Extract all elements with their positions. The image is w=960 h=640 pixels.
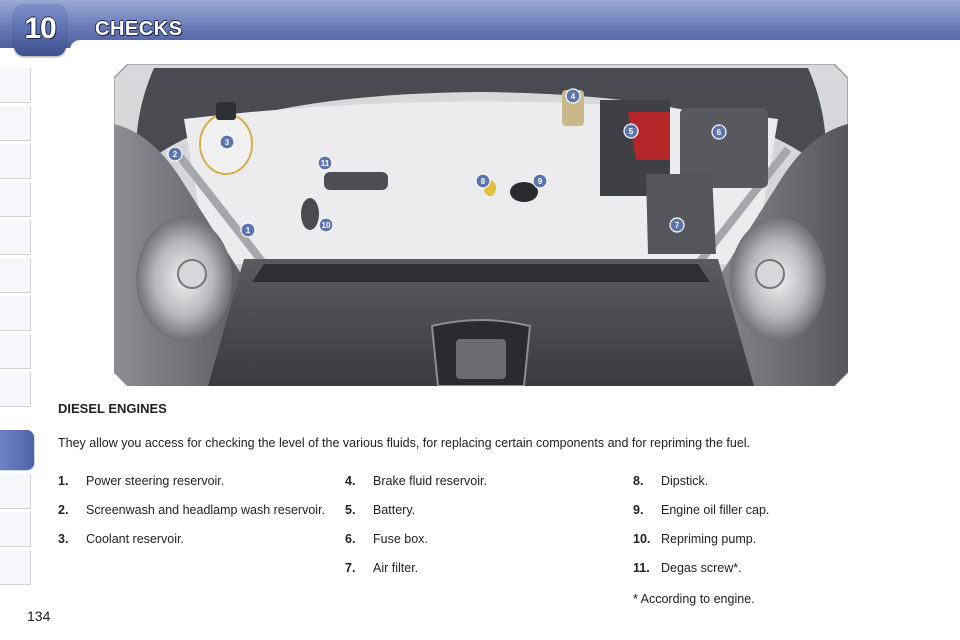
side-tab[interactable] xyxy=(0,512,31,547)
legend-number: 5. xyxy=(345,503,356,517)
legend-item xyxy=(58,474,328,488)
side-tab[interactable] xyxy=(0,68,31,103)
legend-number: 10. xyxy=(633,532,651,546)
legend-column-1 xyxy=(58,474,328,561)
legend-number: 6. xyxy=(345,532,356,546)
legend-label: Engine oil filler cap. xyxy=(661,503,770,517)
legend-label: Power steering reservoir. xyxy=(86,474,225,488)
side-tab[interactable] xyxy=(0,220,31,255)
chapter-number: 10 xyxy=(24,12,56,45)
legend-item xyxy=(633,474,923,488)
side-tab[interactable] xyxy=(0,296,31,331)
legend-item xyxy=(633,532,923,546)
legend-number: 2. xyxy=(58,503,69,517)
section-heading: DIESEL ENGINES xyxy=(58,401,167,416)
legend-column-3 xyxy=(633,474,923,590)
legend-item xyxy=(345,532,615,546)
legend-item xyxy=(345,474,615,488)
side-tab[interactable] xyxy=(0,106,31,141)
legend-number: 11. xyxy=(633,561,650,575)
legend-number: 7. xyxy=(345,561,356,575)
legend-item xyxy=(633,561,923,575)
engine-bay-illustration xyxy=(114,64,848,386)
legend-label: Air filter. xyxy=(373,561,419,575)
legend-item xyxy=(58,532,328,546)
callout-6: 6 xyxy=(716,128,722,137)
legend-item xyxy=(58,503,328,517)
callout-7: 7 xyxy=(674,221,680,230)
callout-8: 8 xyxy=(480,177,486,186)
side-tab[interactable] xyxy=(0,334,31,369)
legend-label: Coolant reservoir. xyxy=(86,532,184,546)
callout-4: 4 xyxy=(570,92,576,101)
footnote: * According to engine. xyxy=(633,592,755,606)
callout-10: 10 xyxy=(321,221,331,230)
legend-label: Battery. xyxy=(373,503,416,517)
legend-item xyxy=(345,561,615,575)
side-tab[interactable] xyxy=(0,258,31,293)
callout-2: 2 xyxy=(172,150,178,159)
legend-item xyxy=(633,503,923,517)
side-tab[interactable] xyxy=(0,372,31,407)
legend-number: 9. xyxy=(633,503,644,517)
callout-3: 3 xyxy=(224,138,230,147)
side-tab-active[interactable] xyxy=(0,430,35,471)
legend-number: 4. xyxy=(345,474,356,488)
side-tab[interactable] xyxy=(0,550,31,585)
legend-label: Degas screw*. xyxy=(661,561,742,575)
callout-11: 11 xyxy=(320,159,330,168)
side-tab[interactable] xyxy=(0,474,31,509)
side-tab[interactable] xyxy=(0,144,31,179)
intro-paragraph: They allow you access for checking the level of the various fluids, for replacing certain components and for repriming the fuel. xyxy=(58,436,751,450)
legend-label: Repriming pump. xyxy=(661,532,757,546)
legend-number: 3. xyxy=(58,532,69,546)
legend-item xyxy=(345,503,615,517)
section-title: CHECKS xyxy=(95,18,183,40)
legend-number: 8. xyxy=(633,474,644,488)
callout-1: 1 xyxy=(245,226,251,235)
legend-label: Brake fluid reservoir. xyxy=(373,474,487,488)
legend-number: 1. xyxy=(58,474,69,488)
page-number: 134 xyxy=(27,608,51,624)
legend-label: Fuse box. xyxy=(373,532,428,546)
legend-column-2 xyxy=(345,474,615,590)
legend-label: Screenwash and headlamp wash reservoir. xyxy=(86,503,326,517)
callout-5: 5 xyxy=(628,127,634,136)
callout-9: 9 xyxy=(537,177,543,186)
side-tab[interactable] xyxy=(0,182,31,217)
legend-label: Dipstick. xyxy=(661,474,709,488)
chapter-tab-strip xyxy=(0,68,36,580)
header-curve xyxy=(70,40,960,50)
